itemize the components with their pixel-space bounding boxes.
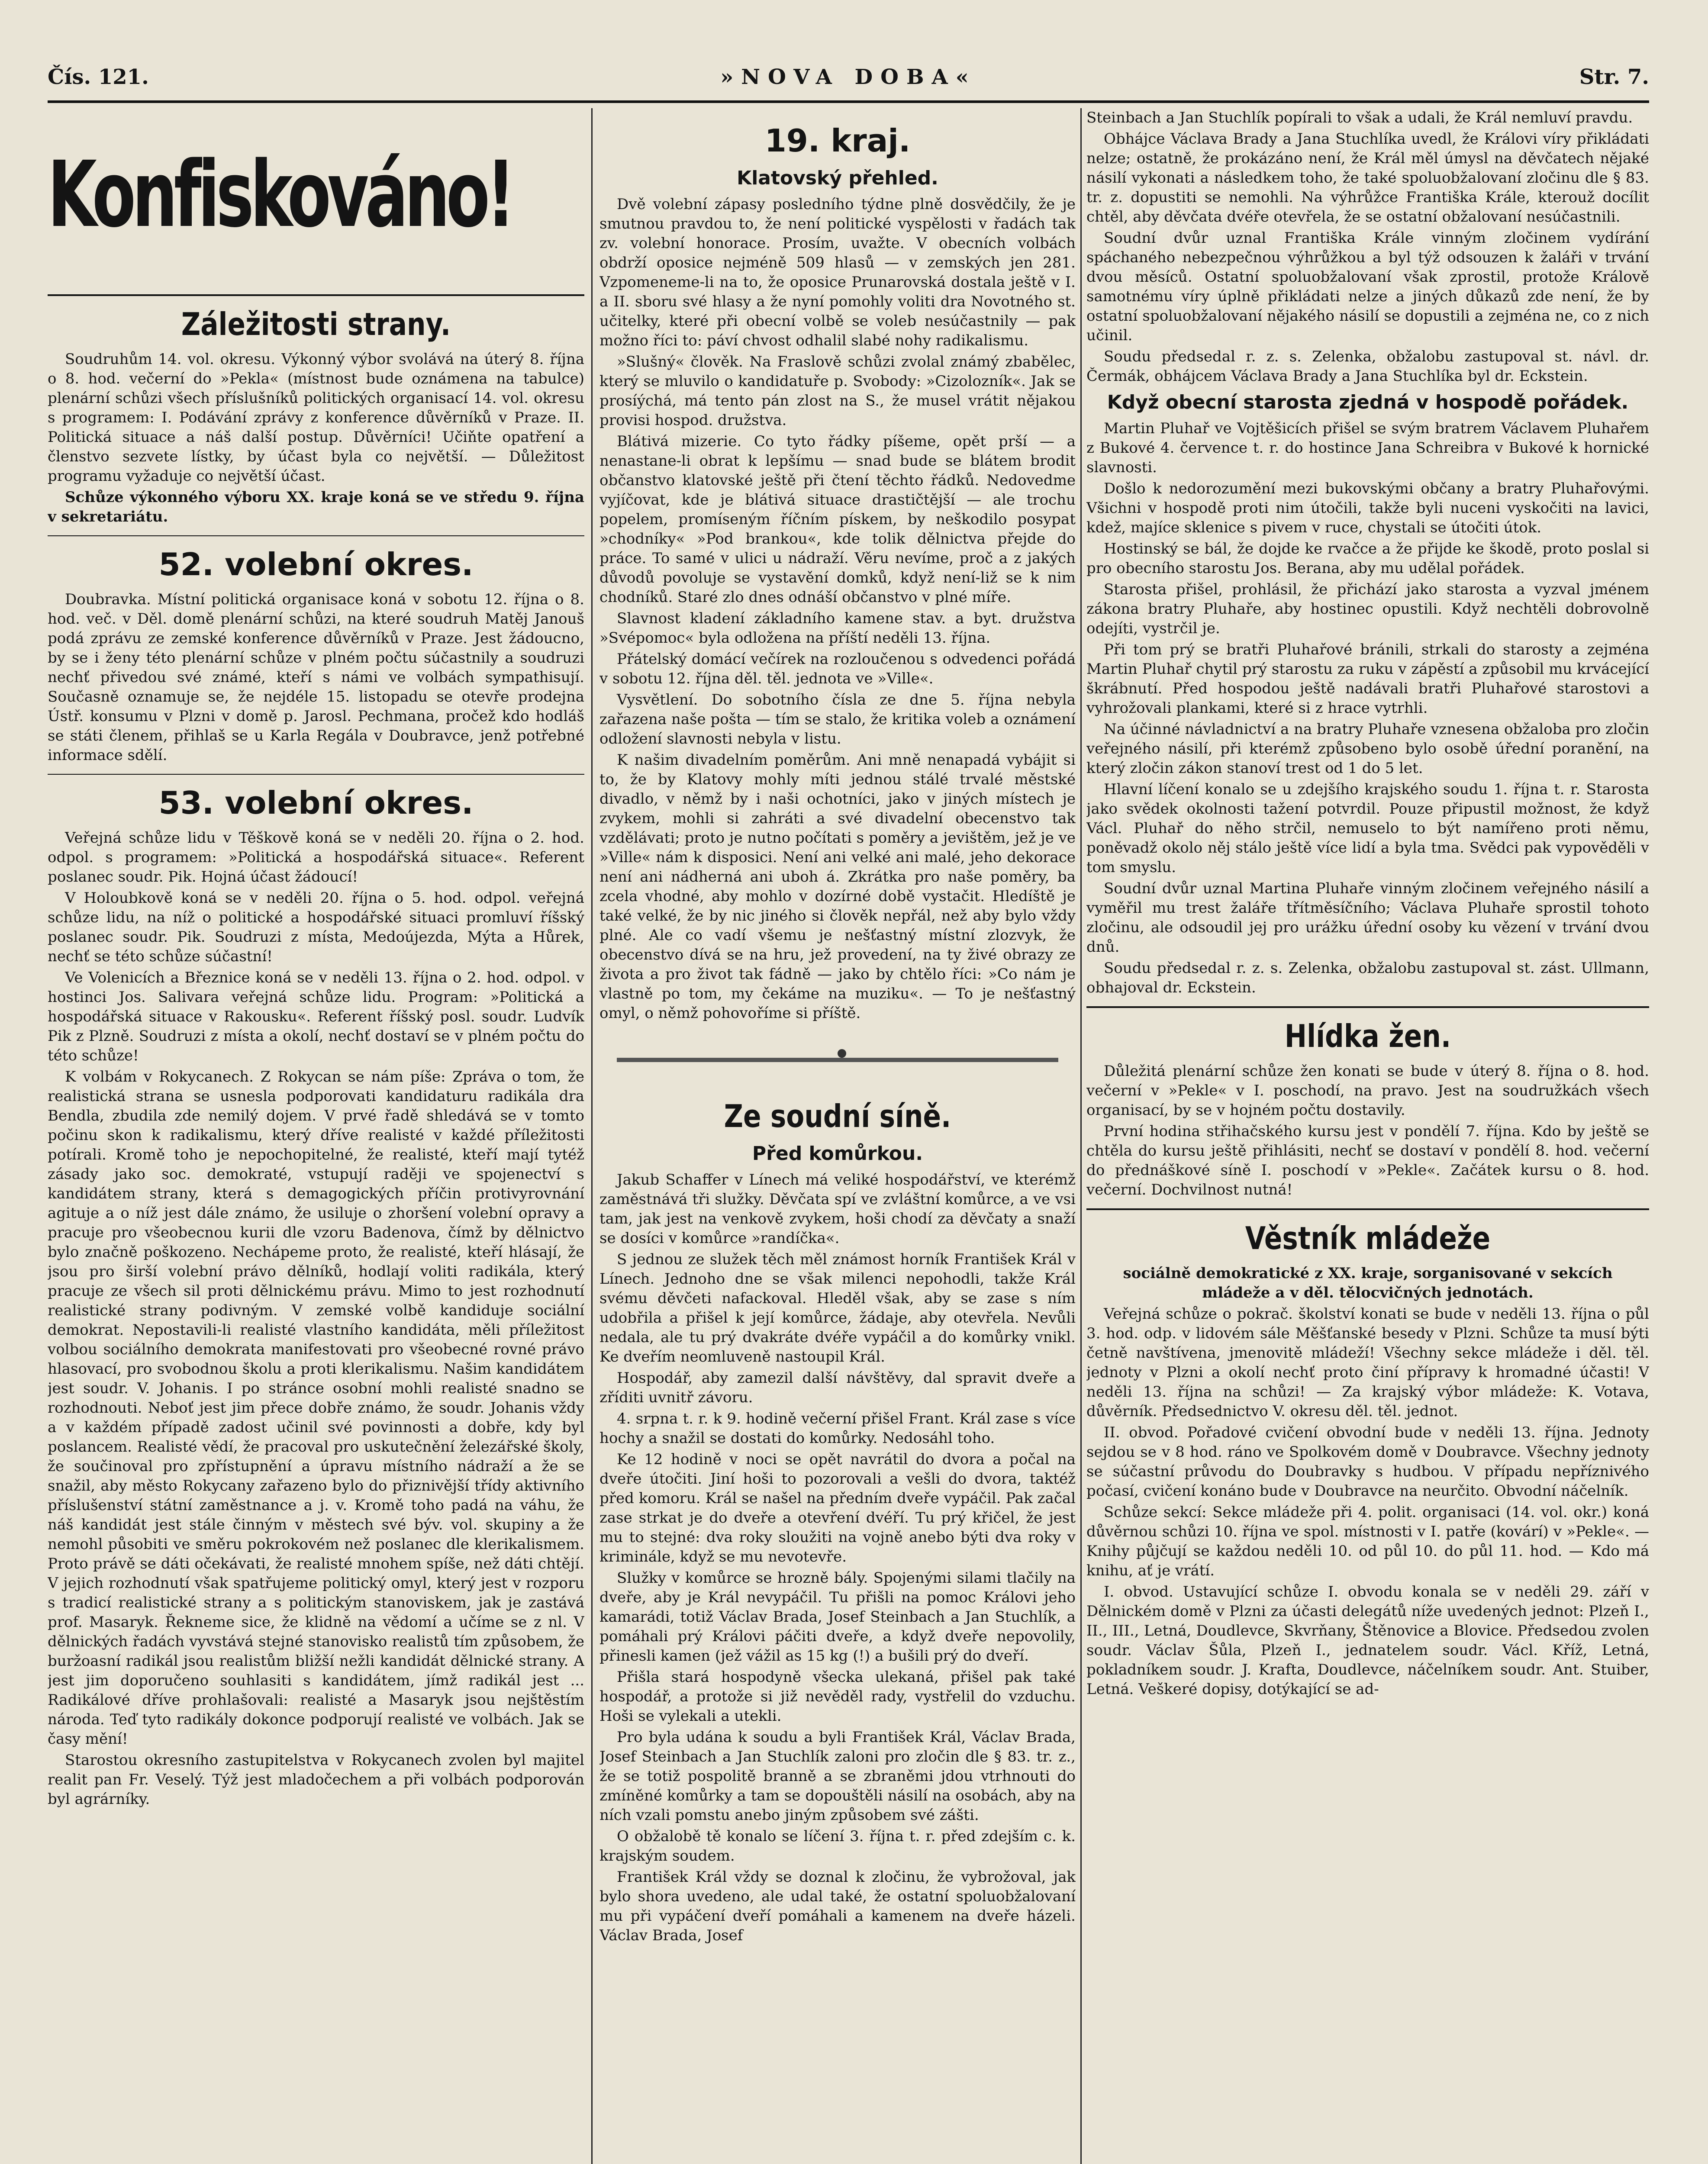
- article-paragraph: O obžalobě tě konalo se líčení 3. října t. r. před zdejším c. k. krajským soudem.: [599, 1828, 1076, 1865]
- divider: [48, 294, 584, 296]
- article-paragraph: František Král vždy se doznal k zločinu, že vybrožoval, jak bylo shora uvedeno, ale udal také, že ostatní spoluobžalovaní mu při vypáčení dveří pomáhali a kamenem na dveře házeli. Václav Brada, Josef: [599, 1868, 1076, 1944]
- article-paragraph: Soudu předsedal r. z. s. Zelenka, obžalobu zastupoval st. návl. dr. Čermák, obhájcem Václava Brady a Jana Stuchlíka byl dr. Eckstein.: [1086, 348, 1649, 385]
- article-paragraph: Hospodář, aby zamezil další návštěvy, dal spravit dveře a zříditi uvnitř závoru.: [599, 1369, 1076, 1406]
- article-paragraph: Veřejná schůze lidu v Těškově koná se v neděli 20. října o 2. hod. odpol. s programem: »Politická a hospodářská situace«. Referent poslanec soudr. Pik. Hojná účast žádoucí!: [48, 829, 584, 886]
- article-paragraph: Martin Pluhař ve Vojtěšicích přišel se svým bratrem Václavem Pluhařem z Bukové 4. července t. r. do hostince Jana Schreibra v Bukové k hornické slavnosti.: [1086, 420, 1649, 476]
- article-paragraph: Dvě volební zápasy posledního týdne plně dosvědčily, že je smutnou pravdou to, že není politické vyspělosti v řadách tak zv. volební honorace. Prosím, uvažte. V obecních volbách obdrží oposice nejméně 509 hlasů — v zemských jen 281. Vzpomeneme-li na to, že oposice Prunarovská dostala ještě v I. a II. sboru své hlasy a že nyní pomohly voliti dra Novotného st. učitelky, které při obecní volbě se voleb nesúčastnily — pak možno říci to: páví chvost odhalil slabé nohy radikalismu.: [599, 196, 1076, 349]
- page-number: Str. 7.: [1579, 65, 1649, 89]
- section-title: Ze soudní síně.: [724, 1098, 951, 1134]
- article-paragraph: Steinbach a Jan Stuchlík popírali to však a udali, že Král nemluví pravdu.: [1086, 109, 1633, 126]
- section-title: Věstník mládeže: [1245, 1220, 1491, 1256]
- column-divider: [591, 108, 593, 2164]
- section-title: 19. kraj.: [764, 122, 911, 159]
- article-paragraph: K našim divadelním poměrům. Ani mně nenapadá vybájit si to, že by Klatovy mohly míti jednou stálé trvalé městské divadlo, v němž by i naši ochotníci, jako v jiných místech je zvykem, mohli si zahráti a své divadelní obecenstvo tak vzdělávati; proto je nutno počítati s poměry a jevištěm, jež je ve »Ville« nám k disposici. Není ani velké ani malé, jeho dekorace není ani nádherná ani uboh á. Zkrátka pro naše poměry, ba zcela vhodné, aby mohlo v dozírné době vystačit. Hledíště je také velké, že by nic jiného si člověk nepřál, než aby bylo vždy plné. Ale co vadí všemu je nešťastný místní zlozvyk, že obecenstvo dívá se na hru, jež provedení, na ty živé obrazy ze života a pro život tak fádně — jako by chtělo říci: »Co nám je vlastně po tom, my čekáme na muziku«. — To je nešťastný omyl, o němž pohovoříme si příště.: [599, 751, 1076, 1022]
- header-rule: [48, 100, 1649, 103]
- subsection-title: Před komůrkou.: [752, 1143, 923, 1165]
- article-paragraph: Blátivá mizerie. Co tyto řádky píšeme, opět prší — a nenastane-li obrat k lepšímu — snad bude se blátem brodit občanstvo klatovské ještě při čtení těchto řádků. Nedovedme vyjíčovat, kde je blátivá situace drastičtější — ale trochu popelem, promíseným říčním pískem, by neškodilo posypat »chodníky« »Pod brankou«, kde tolik dělnictva přejde do práce. To samé v ulici u nádraží. Věru nevíme, proč a z jakých důvodů povoluje se vystavění domků, když není-liž se k nim chodníků. Staré zlo dnes odnáší občanstvo v plné míře.: [599, 433, 1076, 606]
- confiscated-banner: Konfiskováno!: [48, 142, 512, 248]
- article-paragraph: Soudní dvůr uznal Martina Pluhaře vinným zločinem veřejného násilí a vyměřil mu trest žaláře třítměsíčního; Václava Pluhaře sprostil tohoto zločinu, ale odsoudil jej pro urážku úřední osoby ku vězení v trvání dvou dnů.: [1086, 880, 1649, 956]
- article-paragraph: »Slušný« člověk. Na Fraslově schůzi zvolal známý zbabělec, který se mluvilo o kandidatuře p. Svobody: »Cizolozník«. Jak se prosíýchá, má tento pán zlost na S., že musel vrátit nějakou provisi hospod. družstva.: [599, 353, 1076, 429]
- article-paragraph: II. obvod. Pořadové cvičení obvodní bude v neděli 13. října. Jednoty sejdou se v 8 hod. ráno ve Spolkovém domě v Doubravce. Všechny jednoty se súčastní průvodu do Doubravky s hudbou. V případu nepříznivého počasí, cvičení konáno bude v Doubravce na neurčito. Obvodní náčelník.: [1086, 1424, 1649, 1500]
- section-subtitle: sociálně demokratické z XX. kraje, sorganisované v sekcích mládeže a v děl. tělocvičných jednotách.: [1123, 1265, 1613, 1301]
- article-paragraph: Důležitá plenární schůze žen konati se bude v úterý 8. října o 8. hod. večerní v »Pekle« v I. poschodí, na pravo. Jest na soudružkách všech organisací, by se v hojném počtu dostavily.: [1086, 1063, 1649, 1119]
- article-paragraph: Přátelský domácí večírek na rozloučenou s odvedenci pořádá v sobotu 12. října děl. těl. jednota ve »Ville«.: [599, 650, 1076, 687]
- article-paragraph: Došlo k nedorozumění mezi bukovskými občany a bratry Pluhařovými. Všichni v hospodě proti nim útočili, takže byli nuceni vyskočiti na lavici, kdež, majíce sklenice s pivem v ruce, chystali se útočiti útok.: [1086, 480, 1649, 536]
- section-title: 52. volební okres.: [158, 546, 474, 583]
- article-paragraph: Starosta přišel, prohlásil, že přichází jako starosta a vyzval jménem zákona bratry Pluhaře, aby hostinec opustili. Když nechtěli dobrovolně odejíti, vystrčil je.: [1086, 581, 1649, 637]
- article-paragraph: První hodina střihačského kursu jest v pondělí 7. října. Kdo by ještě se chtěla do kursu ještě přihlásiti, nechť se dostaví v pondělí 8. hod. večerní do přednáškové síně I. poschodí v »Pekle«. Začátek kursu o 8. hod. večerní. Dochvilnost nutná!: [1086, 1123, 1649, 1198]
- article-paragraph: Hostinský se bál, že dojde ke rvačce a že přijde ke škodě, proto poslal si pro obecního starostu Jos. Berana, aby mu udělal pořádek.: [1086, 540, 1649, 577]
- divider: [1086, 1208, 1649, 1210]
- page-header: [48, 65, 1649, 100]
- article-paragraph: I. obvod. Ustavující schůze I. obvodu konala se v neděli 29. září v Dělnickém domě v Plzni za účasti delegátů níže uvedených jednot: Plzeň I., II., III., Letná, Doudlevce, Skvrňany, Štěnovice a Blovice. Předsedou zvolen soudr. Václav Šůla, Plzeň I., jednatelem soudr. Václ. Kříž, Letná, pokladníkem soudr. J. Krafta, Doudlevce, náčelníkem soudr. Ant. Stuiber, Letná. Veškeré dopisy, dotýkající se ad-: [1086, 1583, 1649, 1698]
- ornamental-divider: [599, 1032, 1076, 1088]
- article-paragraph: Vysvětlení. Do sobotního čísla ze dne 5. října nebyla zařazena naše pošta — tím se stalo, že kritika voleb a oznámení odložení slavnosti nebyla v listu.: [599, 691, 1076, 747]
- subsection-title: Když obecní starosta zjedná v hospodě pořádek.: [1107, 391, 1629, 413]
- divider: [48, 535, 584, 536]
- article-paragraph: K volbám v Rokycanech. Z Rokycan se nám píše: Zpráva o tom, že realistická strana se usnesla podporovati kandidaturu radikála dra Bendla, zbudila zde nemilý dojem. V prvé řadě shledává se v tomto počinu skon k radikalismu, který dříve realisté v každé příležitosti potírali. Kromě toho je nepochopitelné, že realisté, kteří mají tytéž zásady jako soc. demokraté, vstupují raději ve spojenectví s kandidátem strany, která s demagogických příčin protivyrovnání agituje a o níž jest dále známo, že usiluje o zhoršení volební opravy a pracuje pro všeobecnou kurii dle vzoru Badenova, čímž by dělnictvo bylo značně poškozeno. Nechápeme proto, že realisté, kteří hlásají, že jsou pro širší volební právo dělníků, hodlají voliti radikála, který pracuje ze všech sil proti dělnickému právu. Mimo to jest rozhodnutí realistické strany podivným. V zemské volbě kandiduje sociální demokrat. Nepostavili-li realisté vlastního kandidáta, měli příležitost volbou sociálního demokrata manifestovati pro všeobecné rovné právo hlasovací, pro svobodnou školu a proti klerikalismu. Našim kandidátem jest soudr. V. Johanis. I po stránce osobní mohli realisté snadno se rozhodnouti. Neboť jest jim přece dobře známo, že soudr. Johanis vždy a v každém případě zadost učinil své povinnosti a dobře, kdy byl poslancem. Realisté vědí, že pracoval pro uskutečnění železářské školy, že součinoval pro zpřístupnění a úpravu místního nádraží a že se snažil, aby město Rokycany zařazeno bylo do přiznivější třídy aktivního příslušenství státní zaměstnance a j. v. Kromě toho padá na váhu, že náš kandidát jest stále činným v městech své býv. vol. skupiny a že nemohl působiti ve směru pokrokovém než poslanec dle klerikalismem. Proto právě se dáti očekávati, že realisté mnohem spíše, než dáti chtějí. V jejich rozhodnutí však spatřujeme politický omyl, který jest v rozporu s tradicí realistické strany a s politickým stanoviskem, jak je zastává prof. Masaryk. Řekneme sice, že klidně na vědomí a učíme se z nl. V dělnických řadách vyvstává stejné stanovisko realistů tím způsobem, že buržoasní radikál jsou realistům bližší nežli kandidát dělnické strany. A jest jim doporučeno souhlasiti s kandidátem, jímž radikál jest ... Radikálové dříve prohlašovali: realisté a Masaryk jsou nejštěstím národa. Teď tyto radikály dokonce podporují realisté ve volbách. Jak se časy mění!: [48, 1068, 584, 1748]
- article-paragraph: Ve Volenicích a Březnice koná se v neděli 13. října o 2. hod. odpol. v hostinci Jos. Salivara veřejná schůze lidu. Program: »Politická a hospodářská situace v Rakousku«. Referent říšský posl. soudr. Ludvík Pik z Plzně. Soudruzi z místa a okolí, nechť dostaví se v plném počtu do této schůze!: [48, 969, 584, 1064]
- article-paragraph: Doubravka. Místní politická organisace koná v sobotu 12. října o 8. hod. več. v Děl. domě plenární schůzi, na které soudruh Matěj Janouš podá zprávu ze zemské konference důvěrníků v Praze. Jest žádoucno, by se i ženy této plenární schůze v plném počtu súčastnily a soudruzi nechť přivedou své známé, kteří s námi ve volbách sympathisují. Současně oznamuje se, že nejdéle 15. listopadu se otevře prodejna Ústř. konsumu v Plzni v domě p. Jarosl. Pechmana, pročež kdo hodláš se státi členem, přihlaš se u Karla Regála v Doubravce, jenž potřebné informace sdělí.: [48, 591, 584, 764]
- article-paragraph: Soudruhům 14. vol. okresu. Výkonný výbor svolává na úterý 8. října o 8. hod. večerní do »Pekla« (místnost bude oznámena na tabulce) plenární schůzi všech příslušníků politických organisací 14. vol. okresu s programem: I. Podávání zprávy z konference důvěrníků v Praze. II. Politická situace a náš další postup. Důvěrníci! Učiňte opatření a členstvo sezvete lístky, by účast byla co největší. — Důležitost programu vyžaduje co největší účast.: [48, 351, 584, 485]
- section-title: Hlídka žen.: [1284, 1018, 1451, 1054]
- column-3: [1086, 108, 1649, 2164]
- article-paragraph: Služky v komůrce se hrozně bály. Spojenými silami tlačily na dveře, aby je Král nevypáčil. Tu přišli na pomoc Královi jeho kamarádi, totiž Václav Brada, Josef Steinbach a Jan Stuchlík, a pomáhali prý Královi páčiti dveře, a když dveře nepovolily, přinesli kamen (jež vážil as 15 kg (!) a bušili prý do dveří.: [599, 1569, 1076, 1665]
- subsection-title: Klatovský přehled.: [737, 167, 938, 189]
- article-paragraph: Soudní dvůr uznal Františka Krále vinným zločinem vydírání spáchaného nebezpečnou výhrůžkou a byl týž odsouzen k žaláři v trvání dvou měsíců. Ostatní spoluobžalovaní však zprostil, protože Králově samotnému víry úplně přikládati nelze a jiných důkazů zde není, že by ostatní spoluobžalovaní nějakého násilí se dopustili a zejména ne, co z nich učinil.: [1086, 229, 1649, 344]
- article-paragraph: 4. srpna t. r. k 9. hodině večerní přišel Frant. Král zase s více hochy a snažil se dostati do komůrky. Nedosáhl toho.: [599, 1410, 1076, 1447]
- article-paragraph: Slavnost kladení základního kamene stav. a byt. družstva »Svépomoc« byla odložena na příští neděli 13. října.: [599, 610, 1076, 647]
- article-paragraph: V Holoubkově koná se v neděli 20. října o 5. hod. odpol. veřejná schůze lidu, na níž o politické a hospodářské situaci promluví říšský poslanec soudr. Pik. Soudruzi z místa, Medoújezda, Mýta a Hůrek, nechť se této schůze súčastní!: [48, 889, 584, 965]
- column-2: [599, 108, 1076, 2164]
- article-paragraph: Soudu předsedal r. z. s. Zelenka, obžalobu zastupoval st. zást. Ullmann, obhajoval dr. Eckstein.: [1086, 960, 1649, 996]
- article-paragraph: Při tom prý se bratři Pluhařové bránili, strkali do starosty a zejména Martin Pluhař chytil prý starostu za ruku v zápěstí a způsobil mu krvácející škrábnutí. Před hospodou ještě nadávali bratři Pluhařové starostovi a vyhrožovali plankami, které si z hrace vytrhli.: [1086, 641, 1649, 717]
- article-paragraph: Ke 12 hodině v noci se opět navrátil do dvora a počal na dveře útočiti. Jiní hoši to pozorovali a vešli do dvora, taktéž před komoru. Král se našel na předním dveře vypáčil. Pak začal zase strkat je do dveře a otevření dvéří. Tu prý křičel, že jest mu to stejné: dva roky sloužiti na vojně anebo býti dva roky v kriminále, když se mu nevotevře.: [599, 1451, 1076, 1565]
- newspaper-title: »NOVA DOBA«: [720, 65, 976, 89]
- article-paragraph: S jednou ze služek těch měl známost horník František Král v Línech. Jednoho dne se však milenci nepohodli, takže Král svému děvčeti nafackoval. Hleděl však, aby se zase s ním udobřila a přišel k její komůrce, žádaje, aby otevřela. Nevůli nedala, ale tu prý dvakráte dvéře vypáčil a do komůrky vnikl. Ke dveřím neomluveně nastoupil Král.: [599, 1251, 1076, 1365]
- article-paragraph: Veřejná schůze o pokrač. školství konati se bude v neděli 13. října o půl 3. hod. odp. v lidovém sále Měšťanské besedy v Plzni. Schůze ta musí býti četně navštívena, jmenovitě mládeží! Všechny sekce mládeže i děl. těl. jednoty v Plzni a okolí nechť proto činí přípravy k hromadné účasti! V neděli 13. října na schůzi! — Za krajský výbor mládeže: K. Votava, důvěrník. Předsednictvo V. okresu děl. těl. jednot.: [1086, 1305, 1649, 1420]
- article-paragraph: Schůze výkonného výboru XX. kraje koná se ve středu 9. října v sekretariátu.: [48, 489, 584, 525]
- article-paragraph: Jakub Schaffer v Línech má veliké hospodářství, ve kterémž zaměstnává tři služky. Děvčata spí ve zvláštní komůrce, a ve vsi tam, jak jest na venkově zvykem, hoši chodí za děvčaty a snaží se dosíci v komůrce »randíčka«.: [599, 1171, 1076, 1247]
- article-paragraph: Přišla stará hospodyně všecka ulekaná, přišel pak také hospodář, a protože si již nevěděl rady, vystřelil do vzduchu. Hoši se vylekali a utekli.: [599, 1668, 1076, 1725]
- section-title: 53. volební okres.: [158, 785, 474, 821]
- article-paragraph: Hlavní líčení konalo se u zdejšího krajského soudu 1. října t. r. Starosta jako svědek okolnosti tažení potvrdil. Pouze připustil možnost, že když Václ. Pluhař do něho strčil, nemuselo to být namířeno proti němu, poněvadž okolo něj stálo ještě více lidí a byla tma. Svědci pak vypověděli v tom smyslu.: [1086, 781, 1649, 876]
- column-divider: [1080, 108, 1082, 2164]
- article-paragraph: Pro byla udána k soudu a byli František Král, Václav Brada, Josef Steinbach a Jan Stuchlík zaloni pro zločin dle § 83. tr. z., že se totiž pospolitě branně a se zbraněmi jdou vtrhnouti do zmíněné komůrky a tam se dopouštěli násilí na osobách, aby na ních vzali pomstu anebo jiným způsobem své zášti.: [599, 1729, 1076, 1824]
- divider: [1086, 1006, 1649, 1008]
- section-title: Záležitosti strany.: [181, 306, 451, 342]
- column-1: [48, 108, 584, 2164]
- article-paragraph: Na účinné návladnictví a na bratry Pluhaře vznesena obžaloba pro zločin veřejného násilí, při kterémž způsobeno bylo osobě úřední poranění, na který zločin zákon stanoví trest od 1 do 5 let.: [1086, 721, 1649, 777]
- article-paragraph: Schůze sekcí: Sekce mládeže při 4. polit. organisaci (14. vol. okr.) koná důvěrnou schůzi 10. října ve spol. místnosti v I. patře (kovárí) v »Pekle«. — Knihy půjčují se každou neděli 10. od půl 10. do půl 11. hod. — Kdo má knihu, ať je vrátí.: [1086, 1504, 1649, 1579]
- article-paragraph: Starostou okresního zastupitelstva v Rokycanech zvolen byl majitel realit pan Fr. Veselý. Týž jest mladočechem a při volbách podporován byl agrárníky.: [48, 1752, 584, 1808]
- issue-number: Čís. 121.: [48, 65, 149, 89]
- divider: [48, 774, 584, 775]
- article-paragraph: Obhájce Václava Brady a Jana Stuchlíka uvedl, že Královi víry přikládati nelze; ostatně, že prokázáno není, že Král měl úmysl na děvčatech nějaké násilí vykonati a následkem toho, že také spoluobžalovaní zločinu dle § 83. tr. z. dopustiti se nemohli. Na výhrůžce Františka Krále, kterouž docílit chtěl, aby děvčata dvéře otevřela, že se ostatní obžalovaní nesúčastnili.: [1086, 130, 1649, 225]
